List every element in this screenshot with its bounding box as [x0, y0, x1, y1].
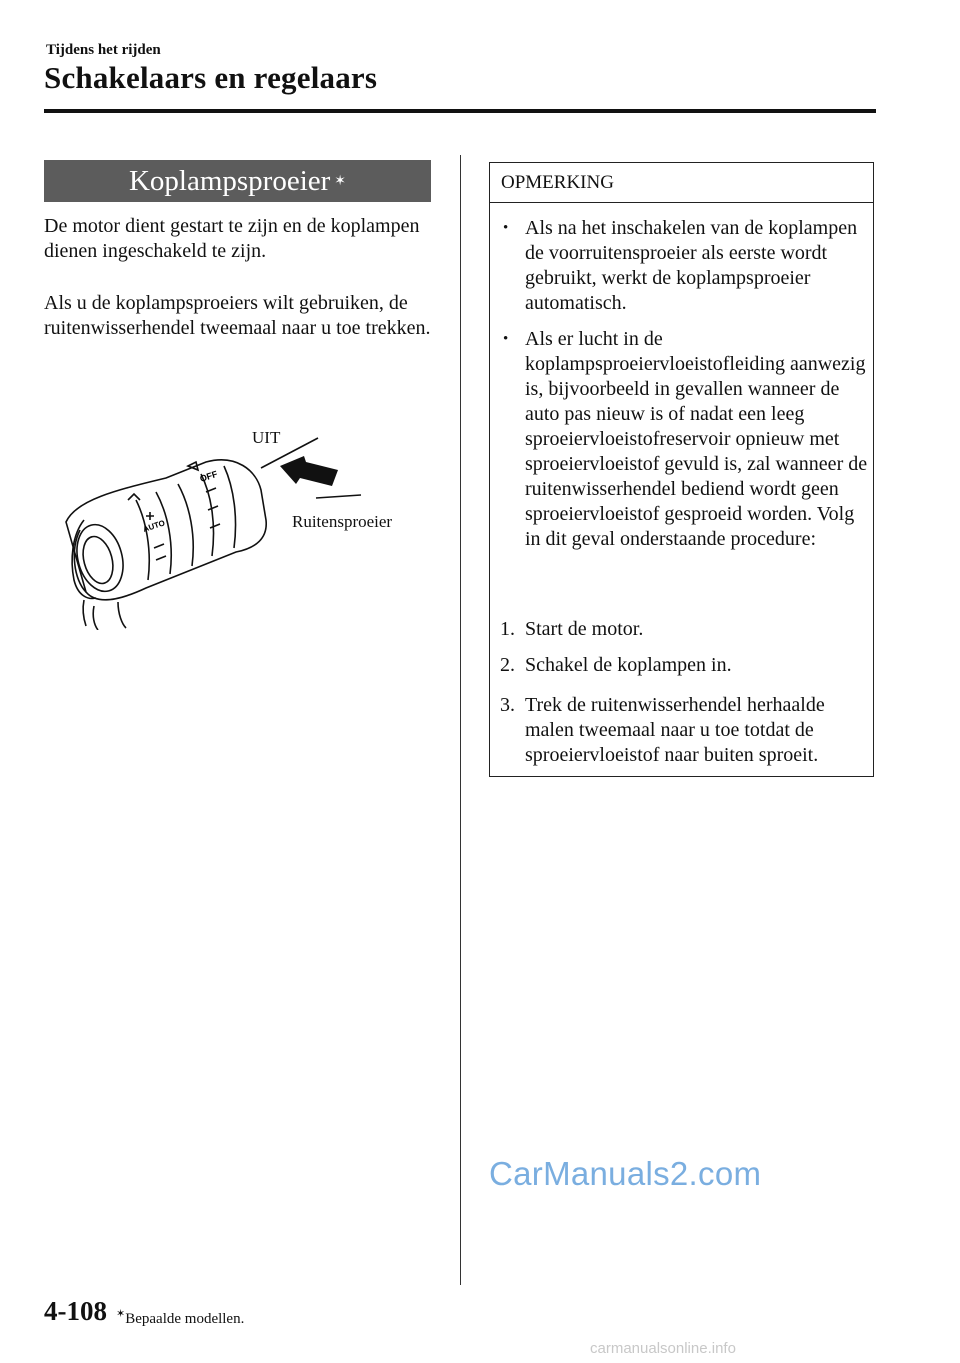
- procedure-step: [500, 693, 870, 768]
- section-title: Koplampsproeier: [128, 164, 331, 197]
- procedure-step: [500, 617, 865, 642]
- footnote-star: ✶: [116, 1308, 126, 1320]
- note-box: [489, 162, 874, 777]
- step-text: Schakel de koplampen in.: [525, 654, 732, 676]
- section-kicker: Tijdens het rijden: [46, 42, 161, 58]
- label-ruitensproeier: Ruitensproeier: [292, 512, 393, 531]
- section-title-banner: [44, 160, 431, 202]
- star-mark: ✶: [334, 173, 347, 189]
- footnote: [116, 1307, 244, 1328]
- usage-paragraph: Als u de koplampsproeiers wilt gebruiken, de ruitenwisserhendel tweemaal naar u toe trekken.: [44, 292, 431, 339]
- note-bullet: [503, 327, 868, 552]
- note-bullet-text: Als er lucht in de koplampsproeiervloeistofleiding aanwezig is, bijvoorbeeld in gevallen wanneer de auto pas nieuw is of nadat een leeg sproeiervloeistofreservoir opnieuw met sproeiervloeistof gevuld is, zal wanneer de ruitenwisserhendel bediend wordt geen sproeiervloeistof gesproeid worden. Volg in dit geval onderstaande procedure:: [525, 328, 868, 550]
- footer-site-text: carmanualsonline.info: [590, 1340, 736, 1357]
- step-number: 3.: [500, 694, 515, 716]
- page-number: 4-108: [44, 1296, 107, 1326]
- watermark-logo: CarManuals2.com: [489, 1155, 762, 1192]
- step-number: 2.: [500, 654, 515, 676]
- intro-paragraph: De motor dient gestart te zijn en de koplampen dienen ingeschakeld te zijn.: [44, 215, 420, 262]
- label-uit: UIT: [252, 428, 281, 447]
- bullet-dot: •: [503, 220, 509, 236]
- step-text: Trek de ruitenwisserhendel herhaalde malen tweemaal naar u toe totdat de sproeiervloeistof naar buiten sproeit.: [525, 694, 825, 766]
- bullet-dot: •: [503, 331, 509, 347]
- step-text: Start de motor.: [525, 618, 644, 640]
- heading-rule: [44, 109, 876, 113]
- auto-mark: AUTO: [141, 518, 167, 534]
- note-bullet: [503, 216, 863, 316]
- footnote-text: Bepaalde modellen.: [125, 1311, 245, 1327]
- note-title: OPMERKING: [490, 163, 873, 203]
- procedure-step: [500, 653, 865, 678]
- note-bullet-text: Als na het inschakelen van de koplampen de voorruitensproeier als eerste wordt gebruikt, werkt de koplampsproeier automatisch.: [525, 217, 858, 314]
- page-heading: Schakelaars en regelaars: [44, 60, 378, 95]
- column-divider: [460, 155, 461, 1285]
- step-number: 1.: [500, 618, 515, 640]
- off-mark: OFF: [198, 468, 219, 484]
